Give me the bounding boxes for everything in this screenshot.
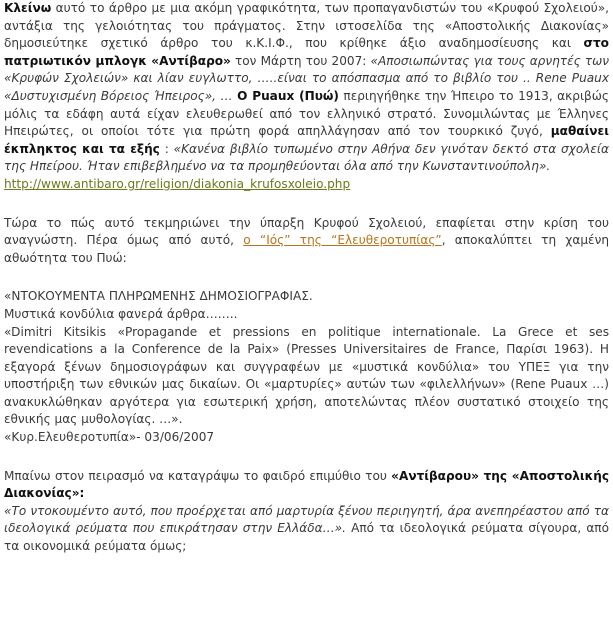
antibaro-link[interactable]: http://www.antibaro.gr/religion/diakonia_krufosxoleio.php: [4, 176, 351, 191]
quoted-excerpt: «Αποσιωπώντας για τους αρνητές των «Κρυφών Σχολειών» και λίαν ευγλωττο, …..είναι το απόσπασμα από το βιβλίο του .. Rene Puaux «Δυστυχισμένη Βόρειος Ήπειρος», …: [4, 53, 609, 103]
paragraph-intro: [4, 0, 609, 176]
ios-text-1: Τώρα το πώς αυτό τεκμηριώνει την ύπαρξη Κρυφού Σχολειού, επαφίεται στην κρίση του αναγνώστη. Πέρα όμως από αυτό,: [4, 215, 609, 248]
lead-word: Κλείνω: [4, 1, 52, 15]
learns-phrase: μαθαίνει έκπληκτος και τα εξής: [4, 124, 609, 156]
conclusion-text: Μπαίνω στον πειρασμό να καταγράψω το φαιδρό επιμύθιο του: [4, 468, 392, 483]
paragraph-ios: [4, 215, 609, 268]
paragraph-final: [4, 503, 609, 556]
paragraph-conclusion: [4, 468, 609, 503]
antibaro-diakonia-mention: «Αντίβαρου» της «Αποστολικής Διακονίας»:: [4, 468, 609, 501]
quote-heading: «ΝΤΟΚΟΥΜΕΝΤΑ ΠΛΗΡΩΜΕΝΗΣ ΔΗΜΟΣΙΟΓΡΑΦΙΑΣ.: [4, 289, 313, 304]
ios-link[interactable]: ο “Ιός” της “Ελευθεροτυπίας”: [243, 233, 442, 248]
final-quote: «Το ντοκουμέντο αυτό, που προέρχεται από μαρτυρία ξένου περιηγητή, άρα ανεπηρέαστου από τα ιδεολογικά ρεύματα που επικράτησαν στην Ελλάδα…».: [4, 503, 609, 536]
antibaro-mention: στο πατριωτικόν μπλογκ «Αντίβαρο»: [4, 36, 609, 68]
quote-subheading: Μυστικά κονδύλια φανερά άρθρα……..: [4, 306, 238, 321]
puaux-text: περιηγήθηκε την Ήπειρο το 1913, ακριβώς μόλις τα εδάφη αυτά είχαν ελευθερωθεί από τον ελληνικό στρατό. Συνομιλώντας με Έλληνες Ηπειρώτες, οι οποίοι τότε για πρώτη φορά απηλλάγησαν από τον τουρκικό ζυγό,: [4, 88, 609, 139]
source-link-row: [4, 176, 609, 194]
quote-body: «Dimitri Kitsikis «Propagande et pressions en politique internationale. La Grece et ses revendications a la Conference de la Paix» (Presses Universitaires de France, Παρίσι 1963). Η εξαγορά ξένων δημοσιογράφων και συγγραφέων με «μυστικά κονδύλια» του ΥΠΕΞ για την υποστήριξη των εθνικών μας δικαίων. Οι «μαρτυρίες» αυτών των «φιλελλήνων» (Rene Puaux …) ανακυκλώθηκαν αργότερα για εσωτερική χρήση, αποτελώντας πλέον συστατικό στοιχείο της εθνικής μας μυθολογίας. …».: [4, 324, 609, 427]
intro-text: αυτό το άρθρο με μια ακόμη γραφικότητα, των προπαγανδιστών του «Κρυφού Σχολειού», αντάξια της γελοιότητας του πράγματος. Στην ιστοσελίδα της «Αποστολικής Διακονίας» δημοσιεύτηκε σχετικό άρθρο του κ.Κ.Ι.Φ., που κρίθηκε άξιο αναδημοσίευσης και: [4, 1, 609, 51]
puaux-quote: «Κανένα βιβλίο τυπωμένο στην Αθήνα δεν γινόταν δεκτό στα σχολεία της Ηπείρου. Ήταν επιβεβλημένο να τα προμηθεύονται όλα από την Κωνσταντινούπολη».: [4, 141, 609, 174]
quote-source: «Κυρ.Ελευθεροτυπία»- 03/06/2007: [4, 430, 215, 445]
date-text: τον Μάρτη του 2007:: [230, 53, 371, 68]
colon-text: :: [159, 141, 174, 156]
puaux-name: Ο Puaux (Πυώ): [237, 88, 339, 103]
final-text: Από τα ιδεολογικά ρεύματα σίγουρα, από τα οικονομικά ρεύματα όμως;: [4, 521, 609, 554]
ios-text-2: , αποκαλύπτει τη χαμένη αθωότητα του Πυώ:: [4, 233, 609, 265]
